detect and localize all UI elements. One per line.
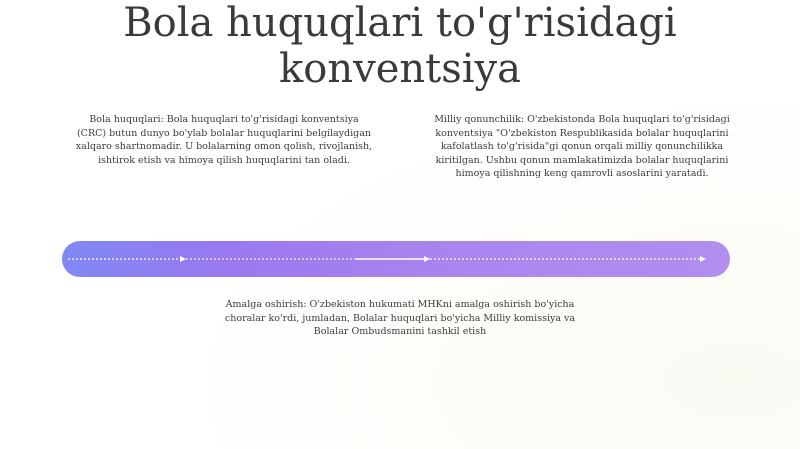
timeline-arrows (62, 241, 730, 277)
slide-title: Bola huquqlari to'g'risidagi konventsiya (123, 0, 677, 92)
text-block-childrens-rights: Bola huquqlari: Bola huquqlari to'g'risidagi konventsiya (CRC) butun dunyo bo'ylab bolalar huquqlarini belgilaydigan xalqaro shartnomadir. U bolalarning omon qolish, rivojlanish, ishtirok etish va himoya qilish huquqlarini tan oladi. (75, 114, 373, 166)
timeline-segment-3 (430, 256, 706, 262)
timeline-bar (62, 241, 730, 277)
arrow-right-icon (700, 256, 706, 262)
text-block-implementation: Amalga oshirish: O'zbekiston hukumati MHKni amalga oshirish bo'yicha choralar ko'rdi, jumladan, Bolalar huquqlari bo'yicha Milliy komissiya va Bolalar Ombudsmanini tashkil etish (224, 299, 576, 337)
timeline-segment-1 (68, 256, 186, 262)
arrow-right-icon (180, 256, 186, 262)
text-block-national-legislation: Milliy qonunchilik: O'zbekistonda Bola huquqlari to'g'risidagi konventsiya "O'zbekiston Respublikasida bolalar huquqlarini kafolatlash to'g'risida"gi qonun orqali milliy qonunchilikka kiritilgan. Ushbu qonun mamlakatimizda bolalar huquqlarini himoya qilishning keng qamrovli asoslarini yaratadi. (434, 114, 730, 179)
arrow-right-icon (424, 256, 430, 262)
timeline-segment-2 (186, 256, 430, 262)
